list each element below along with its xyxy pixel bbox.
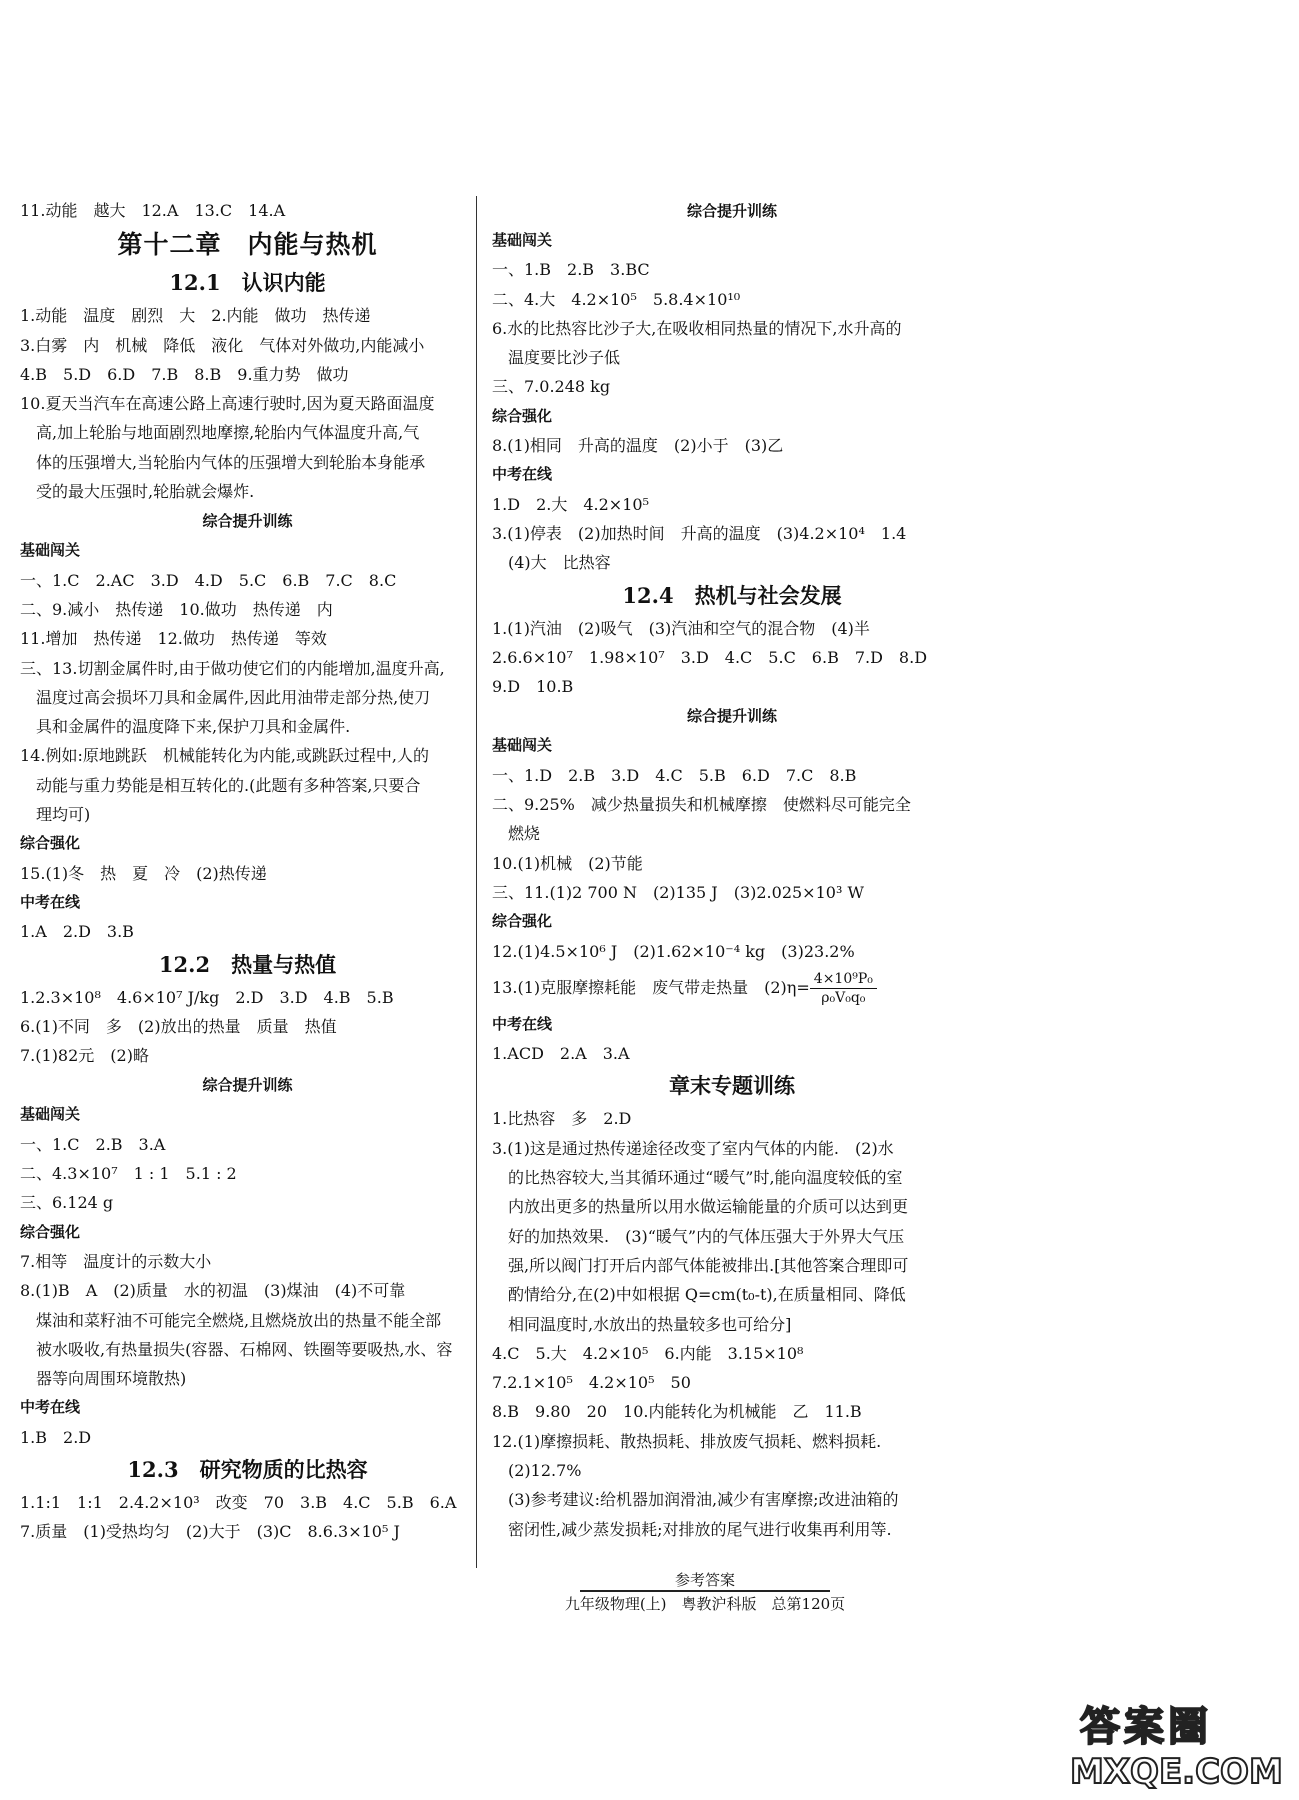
exam-answers — [20, 917, 475, 946]
answer-text: 13.(1)克服摩擦耗能 废气带走热量 (2)η= — [492, 977, 810, 997]
answer-line: 三、7.0.248 kg — [492, 377, 611, 397]
exam-answers — [492, 1039, 972, 1068]
answer-line: 三、11.(1)2 700 N (2)135 J (3)2.025×10³ W — [492, 882, 864, 902]
answer-line: 的比热容较大,当其循环通过“暖气”时,能向温度较低的室 — [492, 1168, 903, 1188]
answer-line: 3.(1)这是通过热传递途径改变了室内气体的内能. (2)水 — [492, 1138, 894, 1158]
label-exam: 中考在线 — [492, 465, 553, 484]
answer-line: 被水吸收,有热量损失(容器、石棉网、铁圈等要吸热,水、容 — [20, 1339, 453, 1359]
label-basic: 基础闯关 — [20, 1105, 81, 1124]
answer-line: 1.B 2.D — [20, 1427, 92, 1447]
strengthen-answers — [492, 431, 972, 460]
footer-info: 九年级物理(上) 粤教沪科版 总第120页 — [564, 1595, 846, 1613]
label-basic: 基础闯关 — [492, 736, 553, 755]
answer-line: 二、9.减小 热传递 10.做功 热传递 内 — [20, 599, 333, 619]
answer-line: 具和金属件的温度降下来,保护刀具和金属件. — [20, 717, 351, 737]
answer-line-with-fraction — [492, 966, 972, 1010]
subsection-title: 综合提升训练 — [202, 512, 293, 531]
basic-answers — [20, 1130, 475, 1218]
left-column — [20, 196, 475, 1547]
answer-line: 一、1.C 2.B 3.A — [20, 1134, 166, 1154]
answer-line: 7.相等 温度计的示数大小 — [20, 1251, 212, 1271]
answer-line: 1.1:1 1:1 2.4.2×10³ 改变 70 3.B 4.C 5.B 6.A — [20, 1492, 457, 1512]
strengthen-answers — [20, 1247, 475, 1393]
answer-line: 高,加上轮胎与地面剧烈地摩擦,轮胎内气体温度升高,气 — [20, 423, 420, 443]
answer-line: 1.动能 温度 剧烈 大 2.内能 做功 热传递 — [20, 306, 371, 326]
basic-answers — [492, 761, 972, 907]
answer-line: 一、1.C 2.AC 3.D 4.D 5.C 6.B 7.C 8.C — [20, 570, 397, 590]
exam-answers — [20, 1423, 475, 1452]
section-title-12-2: 12.2 热量与热值 — [158, 951, 337, 977]
answer-line: 一、1.B 2.B 3.BC — [492, 260, 650, 280]
answer-line: 好的加热效果. (3)“暖气”内的气体压强大于外界大气压 — [492, 1226, 905, 1246]
answer-line: 二、4.大 4.2×10⁵ 5.8.4×10¹⁰ — [492, 289, 741, 309]
answer-line: 4.C 5.大 4.2×10⁵ 6.内能 3.15×10⁸ — [492, 1343, 804, 1363]
label-exam: 中考在线 — [20, 892, 81, 911]
fraction-denominator: ρ₀V₀q₀ — [821, 989, 866, 1006]
fraction-numerator: 4×10⁹P₀ — [810, 970, 877, 989]
answer-line: 8.B 9.80 20 10.内能转化为机械能 乙 11.B — [492, 1402, 862, 1422]
efficiency-fraction — [810, 970, 877, 1007]
footer-title: 参考答案 — [580, 1570, 830, 1592]
answer-line: 1.D 2.大 4.2×10⁵ — [492, 494, 649, 514]
answer-line: 11.增加 热传递 12.做功 热传递 等效 — [20, 629, 327, 649]
top-line: 11.动能 越大 12.A 13.C 14.A — [20, 201, 286, 220]
label-strengthen: 综合强化 — [20, 834, 81, 853]
answer-line: 温度要比沙子低 — [492, 348, 621, 368]
answer-line: 12.(1)4.5×10⁶ J (2)1.62×10⁻⁴ kg (3)23.2% — [492, 941, 855, 961]
basic-answers — [20, 566, 475, 830]
answer-line: 3.白雾 内 机械 降低 液化 气体对外做功,内能减小 — [20, 335, 425, 355]
answer-line: 三、6.124 g — [20, 1193, 114, 1213]
answer-line: 二、9.25% 减少热量损失和机械摩擦 使燃料尽可能完全 — [492, 795, 911, 815]
section-title-12-4: 12.4 热机与社会发展 — [622, 582, 842, 608]
answer-line: 温度过高会损坏刀具和金属件,因此用油带走部分热,使刀 — [20, 687, 431, 707]
answer-line: 煤油和菜籽油不可能完全燃烧,且燃烧放出的热量不能全部 — [20, 1310, 442, 1330]
answer-line: 1.2.3×10⁸ 4.6×10⁷ J/kg 2.D 3.D 4.B 5.B — [20, 987, 394, 1007]
watermark-cn: 答案圈 — [1080, 1704, 1212, 1750]
watermark-logo — [1070, 1702, 1290, 1794]
section-12-1-answers — [20, 301, 475, 506]
answer-line: 动能与重力势能是相互转化的.(此题有多种答案,只要合 — [20, 775, 421, 795]
answer-line: 9.D 10.B — [492, 677, 574, 697]
answer-line: 理均可) — [20, 805, 91, 825]
answer-line: 三、13.切割金属件时,由于做功使它们的内能增加,温度升高, — [20, 658, 445, 678]
label-basic: 基础闯关 — [492, 231, 553, 249]
answer-line: 6.(1)不同 多 (2)放出的热量 质量 热值 — [20, 1016, 337, 1036]
answer-line: 相同温度时,水放出的热量较多也可给分] — [492, 1314, 792, 1334]
answer-line: 强,所以阀门打开后内部气体能被排出.[其他答案合理即可 — [492, 1255, 909, 1275]
answer-line: 受的最大压强时,轮胎就会爆炸. — [20, 482, 255, 502]
answer-line: 7.质量 (1)受热均匀 (2)大于 (3)C 8.6.3×10⁵ J — [20, 1522, 400, 1542]
section-12-2-answers — [20, 983, 475, 1071]
label-strengthen: 综合强化 — [492, 406, 553, 425]
column-divider — [476, 196, 477, 1568]
answer-line: 酌情给分,在(2)中如根据 Q=cm(t₀-t),在质量相同、降低 — [492, 1285, 906, 1305]
summary-answers — [492, 1104, 972, 1543]
answer-line: 1.(1)汽油 (2)吸气 (3)汽油和空气的混合物 (4)半 — [492, 618, 870, 638]
subsection-title: 综合提升训练 — [686, 202, 777, 220]
label-strengthen: 综合强化 — [20, 1222, 81, 1241]
answer-line: 8.(1)相同 升高的温度 (2)小于 (3)乙 — [492, 436, 784, 456]
exam-answers — [492, 490, 972, 578]
answer-line: 1.A 2.D 3.B — [20, 922, 134, 942]
answer-line: 1.ACD 2.A 3.A — [492, 1044, 630, 1064]
answer-line: 10.夏天当汽车在高速公路上高速行驶时,因为夏天路面温度 — [20, 394, 435, 414]
answer-line: 15.(1)冬 热 夏 冷 (2)热传递 — [20, 863, 267, 883]
answer-line: 体的压强增大,当轮胎内气体的压强增大到轮胎本身能承 — [20, 452, 426, 472]
basic-answers — [492, 255, 972, 401]
answer-line: 8.(1)B A (2)质量 水的初温 (3)煤油 (4)不可靠 — [20, 1281, 406, 1301]
answer-line: (2)12.7% — [492, 1460, 582, 1480]
answer-line: 6.水的比热容比沙子大,在吸收相同热量的情况下,水升高的 — [492, 318, 902, 338]
chapter-title: 第十二章 内能与热机 — [117, 230, 378, 260]
subsection-title: 综合提升训练 — [686, 707, 777, 726]
section-12-4-answers — [492, 614, 972, 702]
page-footer — [560, 1570, 850, 1616]
label-exam: 中考在线 — [20, 1398, 81, 1417]
answer-line: 一、1.D 2.B 3.D 4.C 5.B 6.D 7.C 8.B — [492, 765, 857, 785]
answer-line: 内放出更多的热量所以用水做运输能量的介质可以达到更 — [492, 1197, 909, 1217]
watermark-en: MXQE.COM — [1070, 1752, 1283, 1792]
answer-line: 14.例如:原地跳跃 机械能转化为内能,或跳跃过程中,人的 — [20, 746, 430, 766]
answer-line: 4.B 5.D 6.D 7.B 8.B 9.重力势 做功 — [20, 364, 349, 384]
answer-line: (4)大 比热容 — [492, 553, 611, 573]
subsection-title: 综合提升训练 — [202, 1076, 293, 1095]
section-12-3-answers — [20, 1488, 475, 1547]
answer-line: 2.6.6×10⁷ 1.98×10⁷ 3.D 4.C 5.C 6.B 7.D 8.D — [492, 647, 928, 667]
answer-line: 12.(1)摩擦损耗、散热损耗、排放废气损耗、燃料损耗. — [492, 1431, 882, 1451]
answer-line: 燃烧 — [492, 824, 541, 844]
answer-line: 3.(1)停表 (2)加热时间 升高的温度 (3)4.2×10⁴ 1.4 — [492, 523, 907, 543]
strengthen-answers — [20, 859, 475, 888]
answer-line: (3)参考建议:给机器加润滑油,减少有害摩擦;改进油箱的 — [492, 1490, 899, 1510]
right-column — [492, 196, 972, 1544]
label-basic: 基础闯关 — [20, 541, 81, 560]
section-title-12-1: 12.1 认识内能 — [169, 270, 326, 296]
section-title-12-3: 12.3 研究物质的比热容 — [127, 1456, 368, 1482]
label-strengthen: 综合强化 — [492, 912, 553, 931]
label-exam: 中考在线 — [492, 1014, 553, 1033]
answer-line: 密闭性,减少蒸发损耗;对排放的尾气进行收集再利用等. — [492, 1519, 892, 1539]
answer-line: 7.2.1×10⁵ 4.2×10⁵ 50 — [492, 1373, 691, 1393]
answer-line: 器等向周围环境散热) — [20, 1369, 187, 1389]
answer-line: 7.(1)82元 (2)略 — [20, 1046, 149, 1066]
answer-line: 二、4.3×10⁷ 1 : 1 5.1 : 2 — [20, 1164, 237, 1184]
summary-title: 章末专题训练 — [669, 1073, 795, 1099]
answer-line: 10.(1)机械 (2)节能 — [492, 853, 643, 873]
answer-line: 1.比热容 多 2.D — [492, 1109, 632, 1129]
